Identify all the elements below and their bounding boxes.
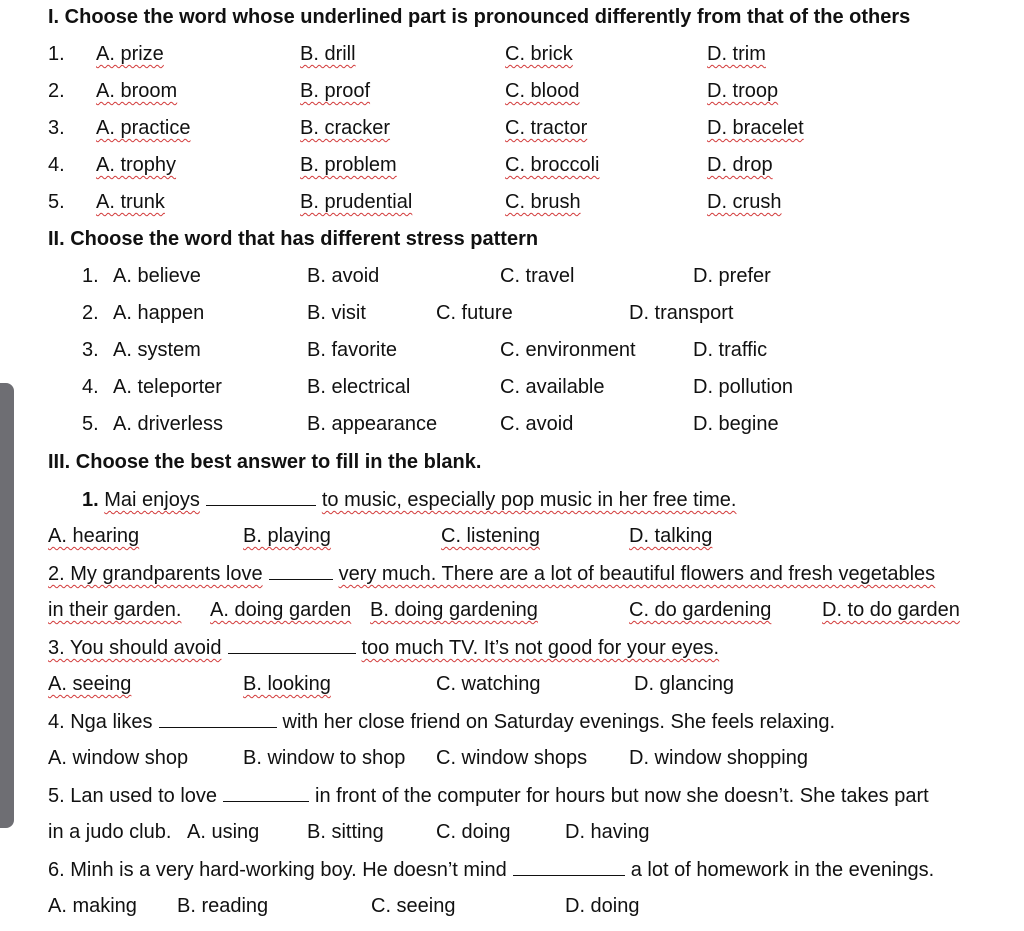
q4-option-b: B. window to shop (243, 747, 406, 769)
question-6-suffix: a lot of homework in the evenings. (630, 859, 935, 881)
s1-row-4-option-b: B. problem (300, 154, 397, 176)
s2-row-1-option-c: C. travel (500, 265, 575, 287)
s1-row-2-option-a: A. broom (96, 80, 178, 102)
s1-row-3-option-c: C. tractor (505, 117, 588, 139)
s1-row-1-number: 1. (48, 43, 65, 65)
s2-row-1-option-a: A. believe (113, 265, 201, 287)
q2-option-b: B. doing gardening (370, 599, 538, 621)
section-1-heading: I. Choose the word whose underlined part is pronounced differently from that of the others (48, 6, 911, 28)
s2-row-1-number: 1. (82, 265, 99, 287)
question-2-prefix: 2. My grandparents love (48, 563, 263, 585)
question-5 (48, 783, 929, 808)
q5-option-a: A. using (187, 821, 260, 843)
s1-row-4-option-d: D. drop (707, 154, 773, 176)
q3-option-b: B. looking (243, 673, 331, 695)
question-3-prefix: 3. You should avoid (48, 637, 222, 659)
s1-row-2-option-d: D. troop (707, 80, 779, 102)
s2-row-4-option-a: A. teleporter (113, 376, 222, 398)
question-4-suffix: with her close friend on Saturday evenings. She feels relaxing. (282, 711, 836, 733)
s1-row-2-option-b: B. proof (300, 80, 371, 102)
q1-option-d: D. talking (629, 525, 713, 547)
s1-row-4-option-a: A. trophy (96, 154, 177, 176)
s1-row-4-option-c: C. broccoli (505, 154, 600, 176)
s1-row-3-option-b: B. cracker (300, 117, 391, 139)
s1-row-3-option-a: A. practice (96, 117, 191, 139)
question-2-suffix: very much. There are a lot of beautiful flowers and fresh vegetables (338, 563, 936, 585)
q1-option-b: B. playing (243, 525, 331, 547)
s2-row-2-option-b: B. visit (307, 302, 366, 324)
section-3-heading: III. Choose the best answer to fill in the blank. (48, 451, 482, 473)
q4-option-d: D. window shopping (629, 747, 808, 769)
question-4-blank (159, 709, 277, 728)
s2-row-2-number: 2. (82, 302, 99, 324)
s2-row-3-option-c: C. environment (500, 339, 636, 361)
question-1-suffix: to music, especially pop music in her free time. (321, 489, 737, 511)
s2-row-5-number: 5. (82, 413, 99, 435)
s2-row-4-option-d: D. pollution (693, 376, 794, 398)
question-6-blank (513, 857, 625, 876)
q2-option-a: A. doing garden (210, 599, 352, 621)
s2-row-5-option-d: D. begine (693, 413, 779, 435)
question-1-blank (206, 487, 316, 506)
question-5-continuation: in a judo club. (48, 821, 172, 843)
question-3-suffix: too much TV. It’s not good for your eyes. (361, 637, 720, 659)
q2-option-c: C. do gardening (629, 599, 772, 621)
question-1 (82, 487, 736, 512)
q6-option-a: A. making (48, 895, 137, 917)
q2-option-d: D. to do garden (822, 599, 960, 621)
s1-row-1-option-d: D. trim (707, 43, 766, 65)
s2-row-1-option-b: B. avoid (307, 265, 380, 287)
s1-row-3-number: 3. (48, 117, 65, 139)
s2-row-2-option-d: D. transport (629, 302, 734, 324)
question-2 (48, 561, 935, 586)
s2-row-5-option-a: A. driverless (113, 413, 224, 435)
q6-option-c: C. seeing (371, 895, 456, 917)
left-edge-bar (0, 383, 14, 828)
q5-option-b: B. sitting (307, 821, 384, 843)
s2-row-3-option-a: A. system (113, 339, 201, 361)
q5-option-c: C. doing (436, 821, 511, 843)
s1-row-1-option-b: B. drill (300, 43, 356, 65)
s1-row-5-option-a: A. trunk (96, 191, 165, 213)
q3-option-a: A. seeing (48, 673, 132, 695)
question-2-blank (269, 561, 333, 580)
question-1-number: 1. (82, 489, 99, 511)
s1-row-5-option-d: D. crush (707, 191, 782, 213)
q3-option-d: D. glancing (634, 673, 735, 695)
question-5-prefix: 5. Lan used to love (48, 785, 218, 807)
s1-row-2-number: 2. (48, 80, 65, 102)
q1-option-a: A. hearing (48, 525, 140, 547)
s1-row-2-option-c: C. blood (505, 80, 580, 102)
s1-row-3-option-d: D. bracelet (707, 117, 804, 139)
q6-option-d: D. doing (565, 895, 640, 917)
s2-row-2-option-c: C. future (436, 302, 513, 324)
s2-row-4-number: 4. (82, 376, 99, 398)
section-2-heading: II. Choose the word that has different stress pattern (48, 228, 539, 250)
q4-option-c: C. window shops (436, 747, 588, 769)
s1-row-5-option-b: B. prudential (300, 191, 413, 213)
s1-row-1-option-a: A. prize (96, 43, 164, 65)
q3-option-c: C. watching (436, 673, 541, 695)
q4-option-a: A. window shop (48, 747, 189, 769)
question-2-continuation: in their garden. (48, 599, 182, 621)
question-5-blank (223, 783, 309, 802)
s2-row-5-option-c: C. avoid (500, 413, 574, 435)
question-5-suffix: in front of the computer for hours but now she doesn’t. She takes part (315, 785, 929, 807)
s1-row-5-number: 5. (48, 191, 65, 213)
s2-row-3-option-b: B. favorite (307, 339, 398, 361)
s2-row-3-number: 3. (82, 339, 99, 361)
s2-row-2-option-a: A. happen (113, 302, 205, 324)
s1-row-4-number: 4. (48, 154, 65, 176)
s2-row-1-option-d: D. prefer (693, 265, 771, 287)
q5-option-d: D. having (565, 821, 650, 843)
s2-row-3-option-d: D. traffic (693, 339, 768, 361)
question-3 (48, 635, 719, 660)
s2-row-4-option-c: C. available (500, 376, 605, 398)
question-6-prefix: 6. Minh is a very hard-working boy. He doesn’t mind (48, 859, 507, 881)
question-4-prefix: 4. Nga likes (48, 711, 153, 733)
s2-row-5-option-b: B. appearance (307, 413, 438, 435)
s1-row-5-option-c: C. brush (505, 191, 581, 213)
question-4 (48, 709, 835, 734)
q1-option-c: C. listening (441, 525, 540, 547)
s1-row-1-option-c: C. brick (505, 43, 573, 65)
question-1-prefix: Mai enjoys (104, 489, 200, 511)
s2-row-4-option-b: B. electrical (307, 376, 411, 398)
question-6 (48, 857, 934, 882)
question-3-blank (228, 635, 356, 654)
q6-option-b: B. reading (177, 895, 269, 917)
